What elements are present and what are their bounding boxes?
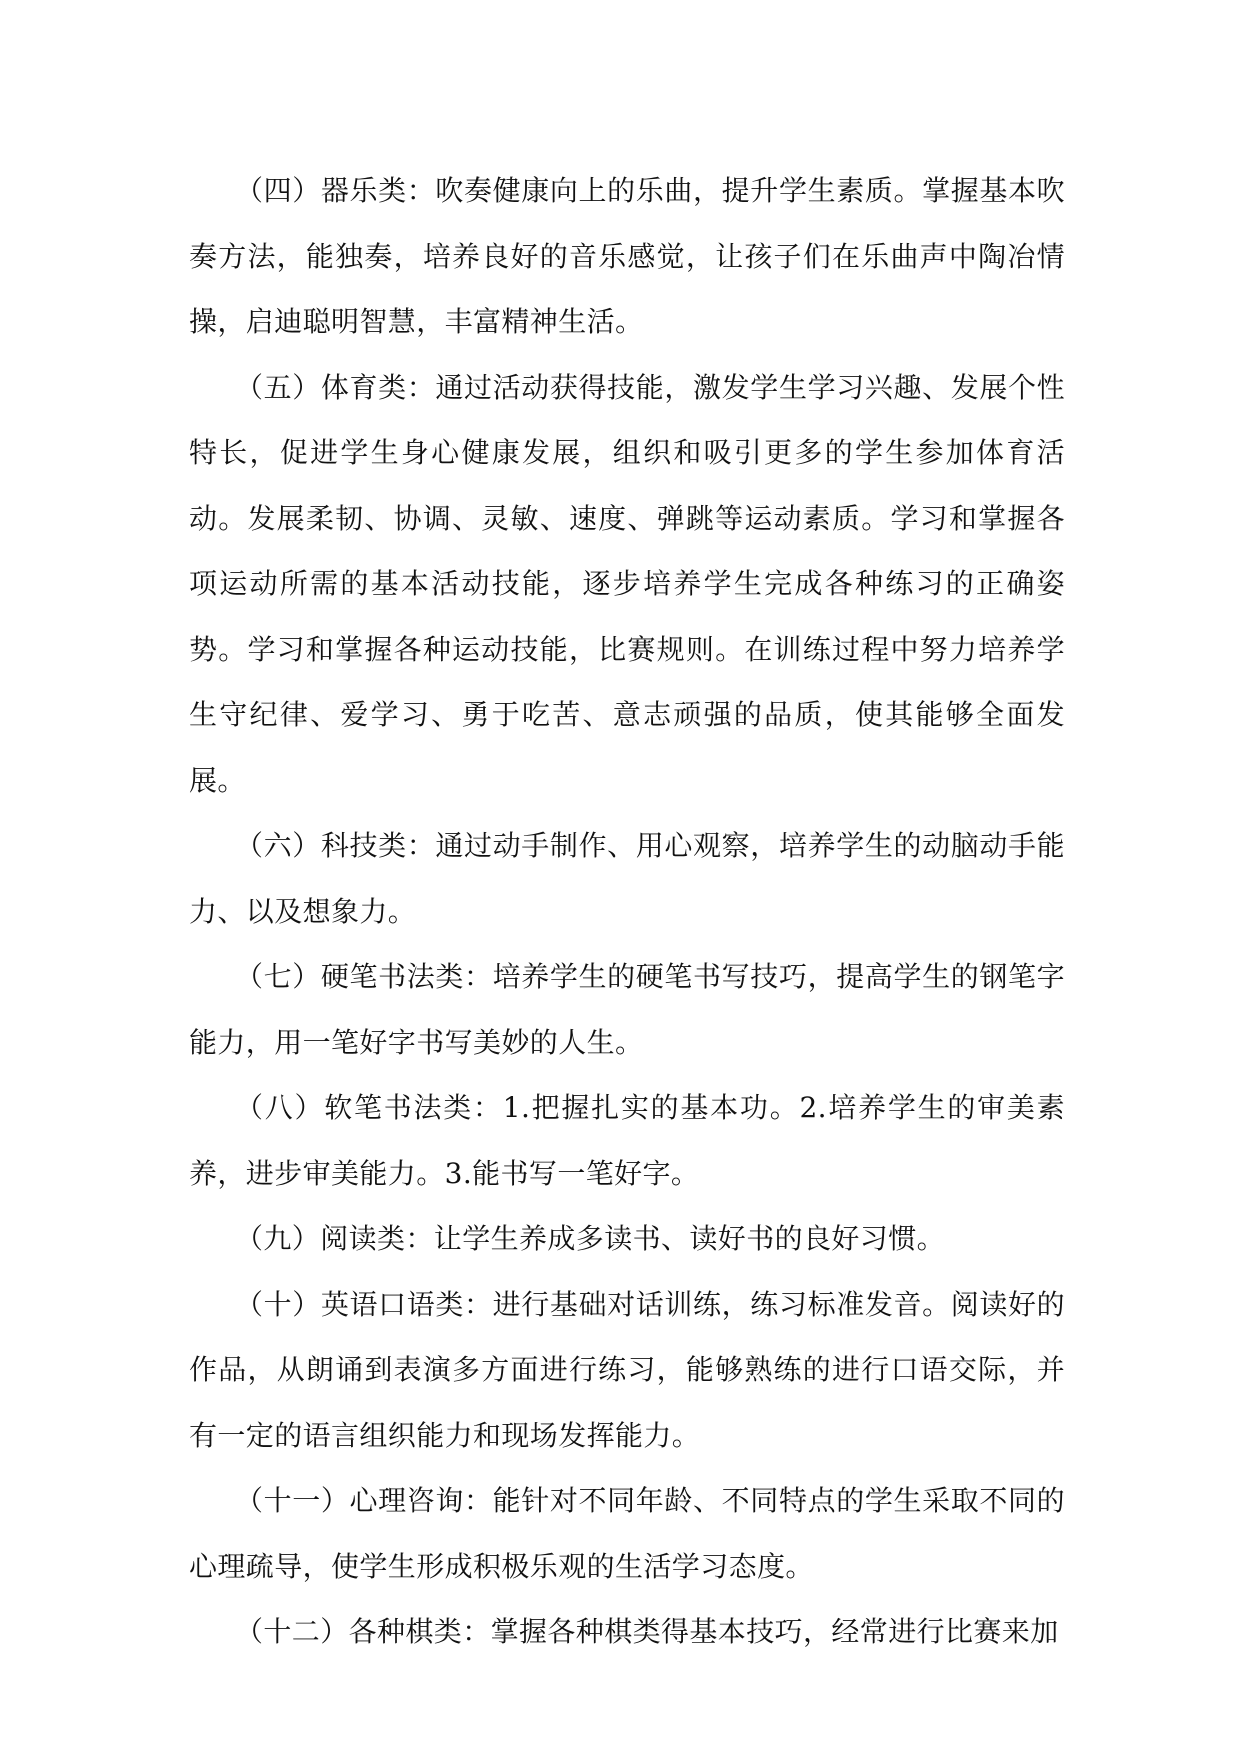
paragraph-brush-calligraphy: （八）软笔书法类：1.把握扎实的基本功。2.培养学生的审美素养，进步审美能力。3.能书写一笔好字。 [189, 1091, 1065, 1190]
paragraph-technology: （六）科技类：通过动手制作、用心观察，培养学生的动脑动手能力、以及想象力。 [189, 829, 1065, 928]
paragraph-english-speaking: （十）英语口语类：进行基础对话训练，练习标准发音。阅读好的作品，从朗诵到表演多方面进行练习，能够熟练的进行口语交际，并有一定的语言组织能力和现场发挥能力。 [189, 1287, 1065, 1452]
paragraph-instrumental: （四）器乐类：吹奏健康向上的乐曲，提升学生素质。掌握基本吹奏方法，能独奏，培养良好的音乐感觉，让孩子们在乐曲声中陶冶情操，启迪聪明智慧，丰富精神生活。 [189, 174, 1065, 338]
paragraph-counseling: （十一）心理咨询：能针对不同年龄、不同特点的学生采取不同的心理疏导，使学生形成积极乐观的生活学习态度。 [189, 1484, 1065, 1583]
paragraph-reading: （九）阅读类：让学生养成多读书、读好书的良好习惯。 [235, 1222, 946, 1255]
paragraph-board-games: （十二）各种棋类：掌握各种棋类得基本技巧，经常进行比赛来加 [235, 1615, 1059, 1648]
document-body [189, 158, 1065, 1665]
paragraph-sports: （五）体育类：通过活动获得技能，激发学生学习兴趣、发展个性特长，促进学生身心健康发展，组织和吸引更多的学生参加体育活动。发展柔韧、协调、灵敏、速度、弹跳等运动素质。学习和掌握各项运动所需的基本活动技能，逐步培养学生完成各种练习的正确姿势。学习和掌握各种运动技能，比赛规则。在训练过程中努力培养学生守纪律、爱学习、勇于吃苦、意志顽强的品质，使其能够全面发展。 [189, 370, 1065, 797]
paragraph-hard-pen-calligraphy: （七）硬笔书法类：培养学生的硬笔书写技巧，提高学生的钢笔字能力，用一笔好字书写美妙的人生。 [189, 960, 1065, 1059]
